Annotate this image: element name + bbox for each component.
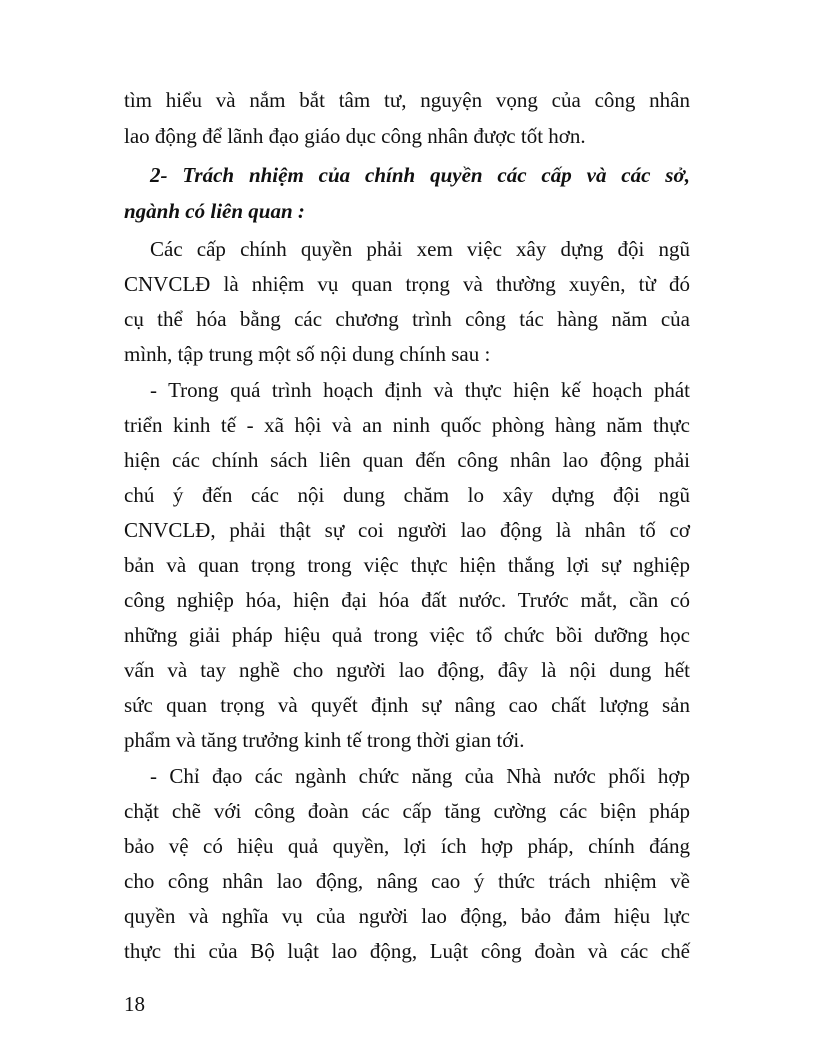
body-text-line: triển kinh tế - xã hội và an ninh quốc phòng hàng năm thực [124,413,690,437]
section-heading: 2- Trách nhiệm của chính quyền các cấp và các sở, [150,163,690,187]
body-text-line: thực thi của Bộ luật lao động, Luật công đoàn và các chế [124,939,690,963]
body-text-line: mình, tập trung một số nội dung chính sau : [124,342,491,366]
body-text-line: những giải pháp hiệu quả trong việc tổ chức bồi dưỡng học [124,623,690,647]
body-text-line: cho công nhân lao động, nâng cao ý thức trách nhiệm về [124,869,690,893]
body-text-line: phẩm và tăng trưởng kinh tế trong thời gian tới. [124,728,525,752]
body-text-line: Các cấp chính quyền phải xem việc xây dựng đội ngũ [150,237,690,261]
body-text-line: - Trong quá trình hoạch định và thực hiện kế hoạch phát [150,378,690,402]
body-text-line: bảo vệ có hiệu quả quyền, lợi ích hợp pháp, chính đáng [124,834,690,858]
section-heading: ngành có liên quan : [124,199,305,223]
body-text-line: bản và quan trọng trong việc thực hiện thắng lợi sự nghiệp [124,553,690,577]
body-text-line: công nghiệp hóa, hiện đại hóa đất nước. Trước mắt, cần có [124,588,690,612]
body-text-line: CNVCLĐ là nhiệm vụ quan trọng và thường xuyên, từ đó [124,272,690,296]
body-text-line: chặt chẽ với công đoàn các cấp tăng cường các biện pháp [124,799,690,823]
body-text-line: tìm hiểu và nắm bắt tâm tư, nguyện vọng của công nhân [124,88,690,112]
body-text-line: sức quan trọng và quyết định sự nâng cao chất lượng sản [124,693,690,717]
body-text-line: lao động để lãnh đạo giáo dục công nhân được tốt hơn. [124,124,586,148]
body-text-line: vấn và tay nghề cho người lao động, đây là nội dung hết [124,658,690,682]
page-number: 18 [124,992,145,1016]
body-text-line: chú ý đến các nội dung chăm lo xây dựng đội ngũ [124,483,690,507]
body-text-line: hiện các chính sách liên quan đến công nhân lao động phải [124,448,690,472]
body-text-line: quyền và nghĩa vụ của người lao động, bảo đảm hiệu lực [124,904,690,928]
body-text-line: - Chỉ đạo các ngành chức năng của Nhà nước phối hợp [150,764,690,788]
body-text-line: CNVCLĐ, phải thật sự coi người lao động là nhân tố cơ [124,518,690,542]
body-text-line: cụ thể hóa bằng các chương trình công tác hàng năm của [124,307,690,331]
